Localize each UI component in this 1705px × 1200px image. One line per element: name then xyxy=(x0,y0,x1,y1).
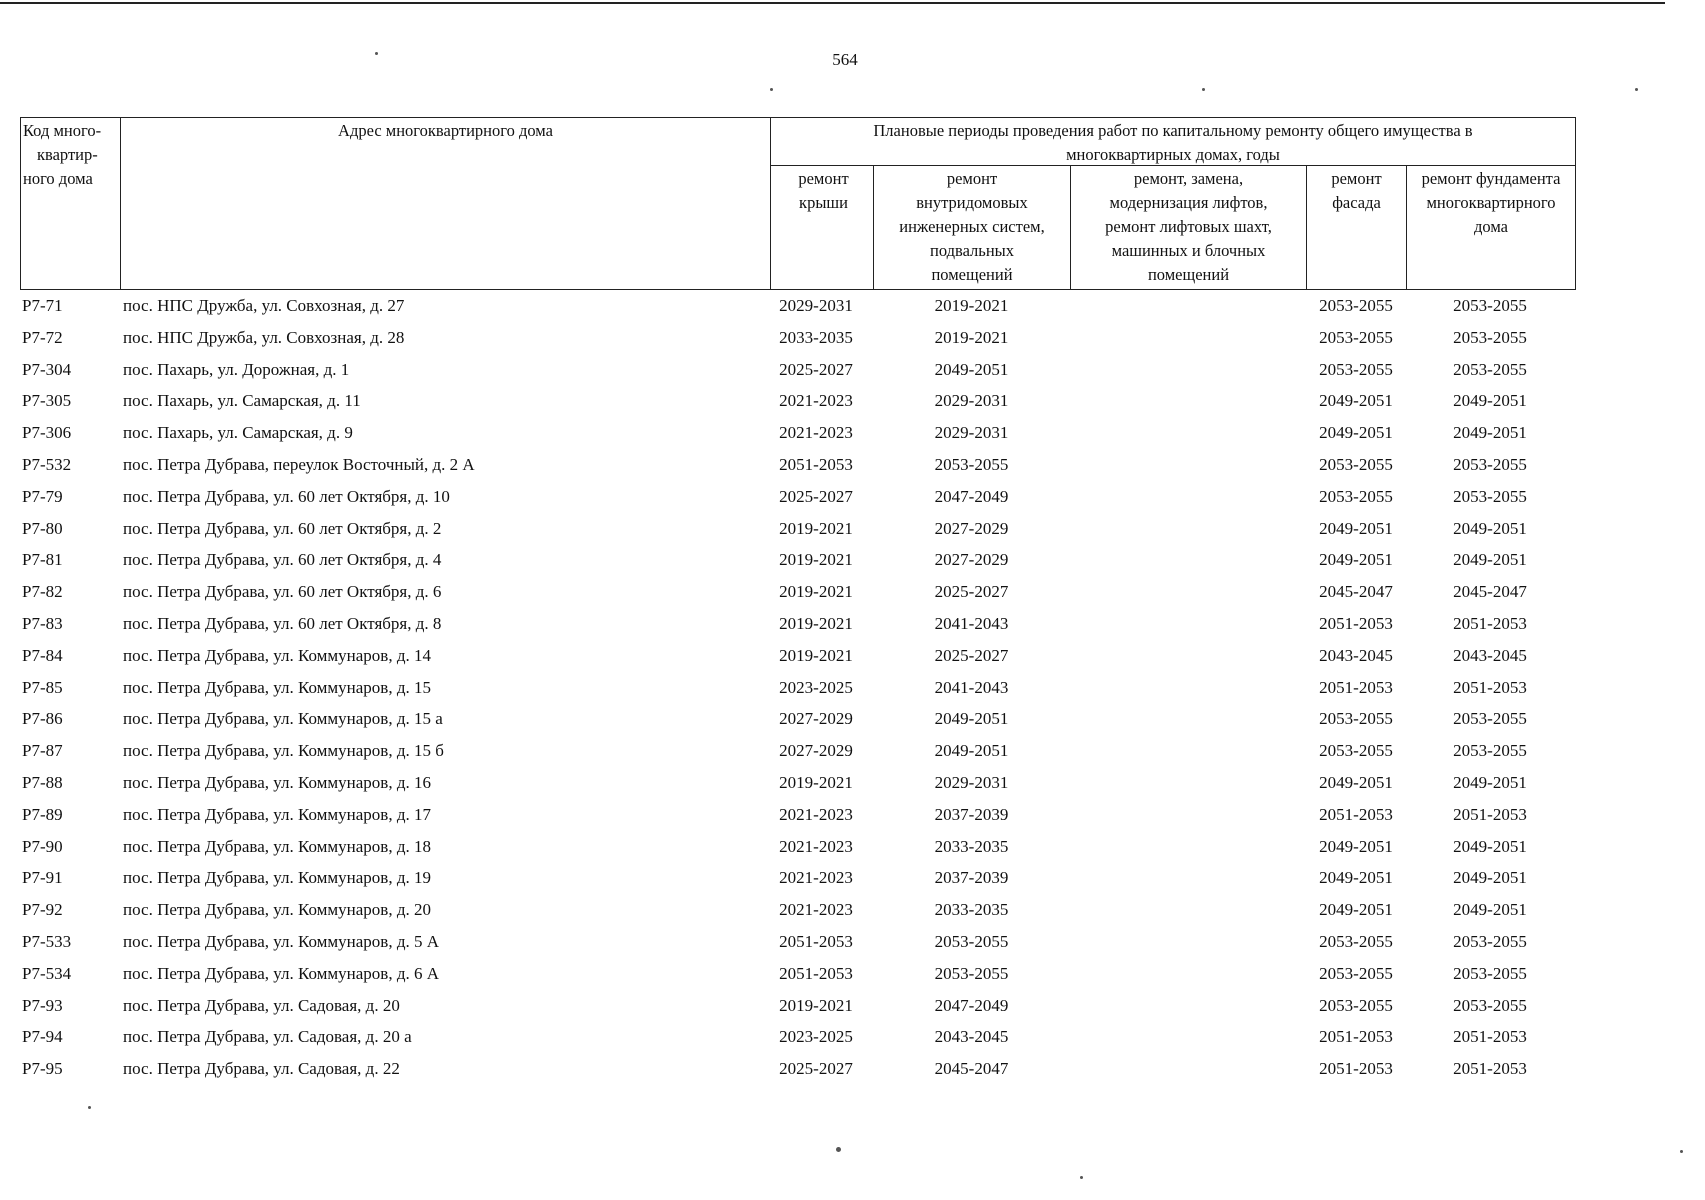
cell-facade: 2053-2055 xyxy=(1319,296,1393,315)
cell-systems: 2053-2055 xyxy=(934,963,1009,983)
cell-systems: 2019-2021 xyxy=(934,327,1009,347)
cell-systems: 2027-2029 xyxy=(934,518,1009,538)
cell-systems: 2045-2047 xyxy=(934,1059,1009,1079)
page-number: 564 xyxy=(832,50,858,69)
header-code-line: Код много- xyxy=(23,121,102,140)
cell-systems: 2041-2043 xyxy=(934,677,1009,697)
table-header xyxy=(20,117,1576,290)
table-row xyxy=(20,672,1576,704)
cell-systems: 2053-2055 xyxy=(934,931,1009,951)
cell-systems: 2037-2039 xyxy=(934,868,1009,888)
cell-code: Р7-80 xyxy=(22,518,63,538)
cell-code: Р7-82 xyxy=(22,582,63,602)
cell-address: пос. Петра Дубрава, ул. Коммунаров, д. 20 xyxy=(123,900,431,920)
cell-code: Р7-304 xyxy=(22,359,72,379)
header-periods-line: Плановые периоды проведения работ по капитальному ремонту общего имущества в xyxy=(873,121,1473,140)
cell-facade: 2043-2045 xyxy=(1319,645,1393,665)
cell-facade: 2049-2051 xyxy=(1319,423,1393,443)
scan-speck xyxy=(1680,1150,1683,1153)
cell-foundation: 2049-2051 xyxy=(1453,518,1527,538)
cell-foundation: 2051-2053 xyxy=(1453,677,1527,697)
cell-address: пос. Петра Дубрава, ул. Коммунаров, д. 15 а xyxy=(123,709,443,729)
cell-foundation: 2049-2051 xyxy=(1453,772,1527,792)
cell-roof: 2027-2029 xyxy=(779,709,853,729)
cell-address: пос. Петра Дубрава, ул. Коммунаров, д. 5 А xyxy=(123,931,440,951)
scan-speck xyxy=(770,88,773,91)
table-row xyxy=(20,1021,1576,1053)
cell-roof: 2051-2053 xyxy=(779,454,853,474)
cell-systems: 2053-2055 xyxy=(934,454,1009,474)
cell-foundation: 2049-2051 xyxy=(1453,868,1527,888)
header-lifts-line: ремонт, замена, xyxy=(1133,169,1244,188)
cell-roof: 2019-2021 xyxy=(779,772,853,792)
cell-address: пос. НПС Дружба, ул. Совхозная, д. 27 xyxy=(123,296,405,315)
scan-speck xyxy=(1202,88,1205,91)
cell-address: пос. Пахарь, ул. Дорожная, д. 1 xyxy=(123,359,350,379)
cell-code: Р7-532 xyxy=(22,454,72,474)
table-row xyxy=(20,894,1576,926)
cell-foundation: 2053-2055 xyxy=(1453,709,1527,729)
cell-systems: 2037-2039 xyxy=(934,804,1009,824)
table-row xyxy=(20,481,1576,513)
table-row xyxy=(20,831,1576,863)
scan-speck xyxy=(88,1106,91,1109)
cell-code: Р7-92 xyxy=(22,900,63,920)
cell-foundation: 2051-2053 xyxy=(1453,1027,1527,1047)
cell-roof: 2021-2023 xyxy=(779,804,853,824)
cell-address: пос. НПС Дружба, ул. Совхозная, д. 28 xyxy=(123,327,405,347)
cell-code: Р7-305 xyxy=(22,391,72,411)
cell-code: Р7-88 xyxy=(22,772,63,792)
cell-facade: 2053-2055 xyxy=(1319,327,1393,347)
cell-facade: 2053-2055 xyxy=(1319,995,1393,1015)
table-row xyxy=(20,767,1576,799)
cell-foundation: 2053-2055 xyxy=(1453,995,1527,1015)
cell-roof: 2019-2021 xyxy=(779,550,853,570)
table-row xyxy=(20,385,1576,417)
header-lifts xyxy=(1071,167,1306,287)
table-row xyxy=(20,640,1576,672)
cell-systems: 2033-2035 xyxy=(934,900,1009,920)
cell-systems: 2025-2027 xyxy=(934,582,1009,602)
cell-code: Р7-83 xyxy=(22,613,63,633)
header-foundation-line: ремонт фундамента xyxy=(1421,169,1561,188)
table-row xyxy=(20,1053,1576,1085)
cell-systems: 2049-2051 xyxy=(934,741,1009,761)
cell-foundation: 2053-2055 xyxy=(1453,454,1527,474)
cell-roof: 2051-2053 xyxy=(779,963,853,983)
table-body xyxy=(20,290,1576,1085)
cell-facade: 2049-2051 xyxy=(1319,772,1393,792)
header-lifts-line: модернизация лифтов, xyxy=(1109,193,1268,212)
cell-systems: 2047-2049 xyxy=(934,995,1009,1015)
cell-address: пос. Пахарь, ул. Самарская, д. 9 xyxy=(123,423,353,443)
table-row xyxy=(20,576,1576,608)
header-facade-line: фасада xyxy=(1332,193,1381,212)
header-code-line: ного дома xyxy=(23,169,93,188)
cell-facade: 2049-2051 xyxy=(1319,868,1393,888)
cell-foundation: 2045-2047 xyxy=(1453,582,1527,602)
header-periods-title xyxy=(771,119,1575,167)
cell-facade: 2051-2053 xyxy=(1319,613,1393,633)
cell-address: пос. Петра Дубрава, ул. Коммунаров, д. 14 xyxy=(123,645,431,665)
cell-address: пос. Петра Дубрава, ул. Садовая, д. 22 xyxy=(123,1059,400,1079)
header-top-border xyxy=(20,117,1576,118)
cell-systems: 2047-2049 xyxy=(934,486,1009,506)
cell-roof: 2019-2021 xyxy=(779,582,853,602)
cell-address: пос. Петра Дубрава, ул. Коммунаров, д. 19 xyxy=(123,868,431,888)
cell-facade: 2053-2055 xyxy=(1319,963,1393,983)
cell-code: Р7-89 xyxy=(22,804,63,824)
header-code xyxy=(21,119,120,191)
cell-foundation: 2053-2055 xyxy=(1453,359,1527,379)
cell-roof: 2021-2023 xyxy=(779,836,853,856)
cell-address: пос. Петра Дубрава, ул. Коммунаров, д. 16 xyxy=(123,772,431,792)
header-roof-line: крыши xyxy=(799,193,848,212)
cell-facade: 2053-2055 xyxy=(1319,931,1393,951)
cell-address: пос. Петра Дубрава, ул. 60 лет Октября, д. 10 xyxy=(123,486,450,506)
cell-code: Р7-87 xyxy=(22,741,63,761)
cell-roof: 2029-2031 xyxy=(779,296,853,315)
cell-code: Р7-534 xyxy=(22,963,72,983)
cell-address: пос. Петра Дубрава, ул. Коммунаров, д. 15 б xyxy=(123,741,444,761)
cell-facade: 2053-2055 xyxy=(1319,486,1393,506)
cell-roof: 2021-2023 xyxy=(779,423,853,443)
cell-facade: 2049-2051 xyxy=(1319,391,1393,411)
cell-facade: 2053-2055 xyxy=(1319,709,1393,729)
header-roof xyxy=(774,167,873,215)
header-facade xyxy=(1307,167,1406,215)
cell-facade: 2049-2051 xyxy=(1319,836,1393,856)
cell-roof: 2051-2053 xyxy=(779,931,853,951)
cell-facade: 2051-2053 xyxy=(1319,1027,1393,1047)
cell-foundation: 2049-2051 xyxy=(1453,836,1527,856)
cell-address: пос. Петра Дубрава, ул. 60 лет Октября, д. 6 xyxy=(123,582,442,602)
cell-foundation: 2051-2053 xyxy=(1453,1059,1527,1079)
scan-speck xyxy=(375,52,378,55)
header-systems-line: ремонт xyxy=(946,169,998,188)
table-row xyxy=(20,608,1576,640)
cell-roof: 2019-2021 xyxy=(779,518,853,538)
header-systems-line: подвальных xyxy=(930,241,1014,260)
cell-roof: 2033-2035 xyxy=(779,327,853,347)
cell-facade: 2053-2055 xyxy=(1319,359,1393,379)
table-row xyxy=(20,354,1576,386)
cell-foundation: 2053-2055 xyxy=(1453,963,1527,983)
scan-speck xyxy=(1080,1176,1083,1179)
cell-address: пос. Петра Дубрава, ул. Коммунаров, д. 18 xyxy=(123,836,431,856)
table-row xyxy=(20,926,1576,958)
cell-systems: 2029-2031 xyxy=(934,423,1009,443)
cell-facade: 2051-2053 xyxy=(1319,1059,1393,1079)
cell-systems: 2029-2031 xyxy=(934,772,1009,792)
cell-systems: 2043-2045 xyxy=(934,1027,1009,1047)
scan-speck xyxy=(836,1147,841,1152)
cell-foundation: 2053-2055 xyxy=(1453,296,1527,315)
cell-foundation: 2053-2055 xyxy=(1453,486,1527,506)
cell-roof: 2021-2023 xyxy=(779,868,853,888)
cell-address: пос. Пахарь, ул. Самарская, д. 11 xyxy=(123,391,361,411)
cell-code: Р7-93 xyxy=(22,995,63,1015)
table-row xyxy=(20,417,1576,449)
cell-code: Р7-79 xyxy=(22,486,63,506)
header-lifts-line: помещений xyxy=(1147,265,1230,284)
cell-code: Р7-86 xyxy=(22,709,63,729)
cell-address: пос. Петра Дубрава, ул. 60 лет Октября, д. 4 xyxy=(123,550,442,570)
cell-code: Р7-81 xyxy=(22,550,63,570)
cell-facade: 2045-2047 xyxy=(1319,582,1393,602)
table-row xyxy=(20,799,1576,831)
table-row xyxy=(20,544,1576,576)
header-foundation xyxy=(1407,167,1575,239)
cell-foundation: 2049-2051 xyxy=(1453,900,1527,920)
cell-foundation: 2053-2055 xyxy=(1453,327,1527,347)
cell-systems: 2029-2031 xyxy=(934,391,1009,411)
cell-facade: 2053-2055 xyxy=(1319,741,1393,761)
cell-roof: 2019-2021 xyxy=(779,613,853,633)
cell-address: пос. Петра Дубрава, ул. Садовая, д. 20 а xyxy=(123,1027,412,1047)
table-row xyxy=(20,735,1576,767)
cell-address: пос. Петра Дубрава, ул. 60 лет Октября, д. 8 xyxy=(123,613,442,633)
cell-roof: 2023-2025 xyxy=(779,1027,853,1047)
cell-systems: 2041-2043 xyxy=(934,613,1009,633)
header-foundation-line: многоквартирного xyxy=(1426,193,1556,212)
table-row xyxy=(20,990,1576,1022)
cell-roof: 2025-2027 xyxy=(779,359,853,379)
header-roof-line: ремонт xyxy=(798,169,849,188)
header-systems-line: помещений xyxy=(931,265,1013,284)
cell-foundation: 2043-2045 xyxy=(1453,645,1527,665)
cell-facade: 2051-2053 xyxy=(1319,804,1393,824)
header-systems xyxy=(874,167,1070,287)
header-systems-line: внутридомовых xyxy=(916,193,1028,212)
cell-foundation: 2053-2055 xyxy=(1453,741,1527,761)
header-periods-line: многоквартирных домах, годы xyxy=(1066,145,1280,164)
repair-schedule-table xyxy=(20,117,1576,1085)
cell-code: Р7-90 xyxy=(22,836,63,856)
cell-address: пос. Петра Дубрава, ул. Садовая, д. 20 xyxy=(123,995,400,1015)
header-lifts-line: ремонт лифтовых шахт, xyxy=(1105,217,1272,236)
cell-address: пос. Петра Дубрава, ул. Коммунаров, д. 17 xyxy=(123,804,431,824)
cell-code: Р7-94 xyxy=(22,1027,63,1047)
cell-address: пос. Петра Дубрава, ул. Коммунаров, д. 6 А xyxy=(123,963,440,983)
cell-systems: 2019-2021 xyxy=(934,296,1009,315)
cell-roof: 2025-2027 xyxy=(779,1059,853,1079)
cell-roof: 2019-2021 xyxy=(779,645,853,665)
cell-code: Р7-91 xyxy=(22,868,63,888)
cell-systems: 2033-2035 xyxy=(934,836,1009,856)
cell-foundation: 2051-2053 xyxy=(1453,613,1527,633)
cell-code: Р7-72 xyxy=(22,327,63,347)
cell-roof: 2025-2027 xyxy=(779,486,853,506)
cell-systems: 2049-2051 xyxy=(934,359,1009,379)
table-row xyxy=(20,449,1576,481)
header-address: Адрес многоквартирного дома xyxy=(338,121,553,140)
header-border-v xyxy=(1575,117,1576,290)
cell-foundation: 2049-2051 xyxy=(1453,550,1527,570)
cell-code: Р7-85 xyxy=(22,677,63,697)
top-rule xyxy=(0,2,1665,4)
header-foundation-line: дома xyxy=(1474,217,1508,236)
cell-facade: 2053-2055 xyxy=(1319,454,1393,474)
cell-foundation: 2049-2051 xyxy=(1453,423,1527,443)
cell-systems: 2027-2029 xyxy=(934,550,1009,570)
cell-address: пос. Петра Дубрава, ул. 60 лет Октября, д. 2 xyxy=(123,518,442,538)
cell-code: Р7-71 xyxy=(22,296,63,315)
cell-foundation: 2049-2051 xyxy=(1453,391,1527,411)
cell-code: Р7-84 xyxy=(22,645,63,665)
cell-foundation: 2051-2053 xyxy=(1453,804,1527,824)
scan-speck xyxy=(1635,88,1638,91)
cell-facade: 2049-2051 xyxy=(1319,900,1393,920)
cell-code: Р7-533 xyxy=(22,931,72,951)
cell-code: Р7-306 xyxy=(22,423,72,443)
cell-systems: 2049-2051 xyxy=(934,709,1009,729)
cell-address: пос. Петра Дубрава, ул. Коммунаров, д. 15 xyxy=(123,677,431,697)
cell-roof: 2019-2021 xyxy=(779,995,853,1015)
table-row xyxy=(20,290,1576,322)
table-row xyxy=(20,703,1576,735)
table-row xyxy=(20,862,1576,894)
cell-roof: 2021-2023 xyxy=(779,391,853,411)
cell-facade: 2049-2051 xyxy=(1319,518,1393,538)
cell-roof: 2023-2025 xyxy=(779,677,853,697)
cell-facade: 2051-2053 xyxy=(1319,677,1393,697)
header-systems-line: инженерных систем, xyxy=(899,217,1045,236)
cell-address: пос. Петра Дубрава, переулок Восточный, д. 2 А xyxy=(123,454,475,474)
cell-foundation: 2053-2055 xyxy=(1453,931,1527,951)
cell-facade: 2049-2051 xyxy=(1319,550,1393,570)
table-row xyxy=(20,513,1576,545)
cell-code: Р7-95 xyxy=(22,1059,63,1079)
cell-roof: 2027-2029 xyxy=(779,741,853,761)
header-lifts-line: машинных и блочных xyxy=(1111,241,1266,260)
cell-systems: 2025-2027 xyxy=(934,645,1009,665)
table-row xyxy=(20,958,1576,990)
cell-roof: 2021-2023 xyxy=(779,900,853,920)
table-row xyxy=(20,322,1576,354)
header-facade-line: ремонт xyxy=(1331,169,1382,188)
header-code-line: квартир- xyxy=(37,145,98,164)
